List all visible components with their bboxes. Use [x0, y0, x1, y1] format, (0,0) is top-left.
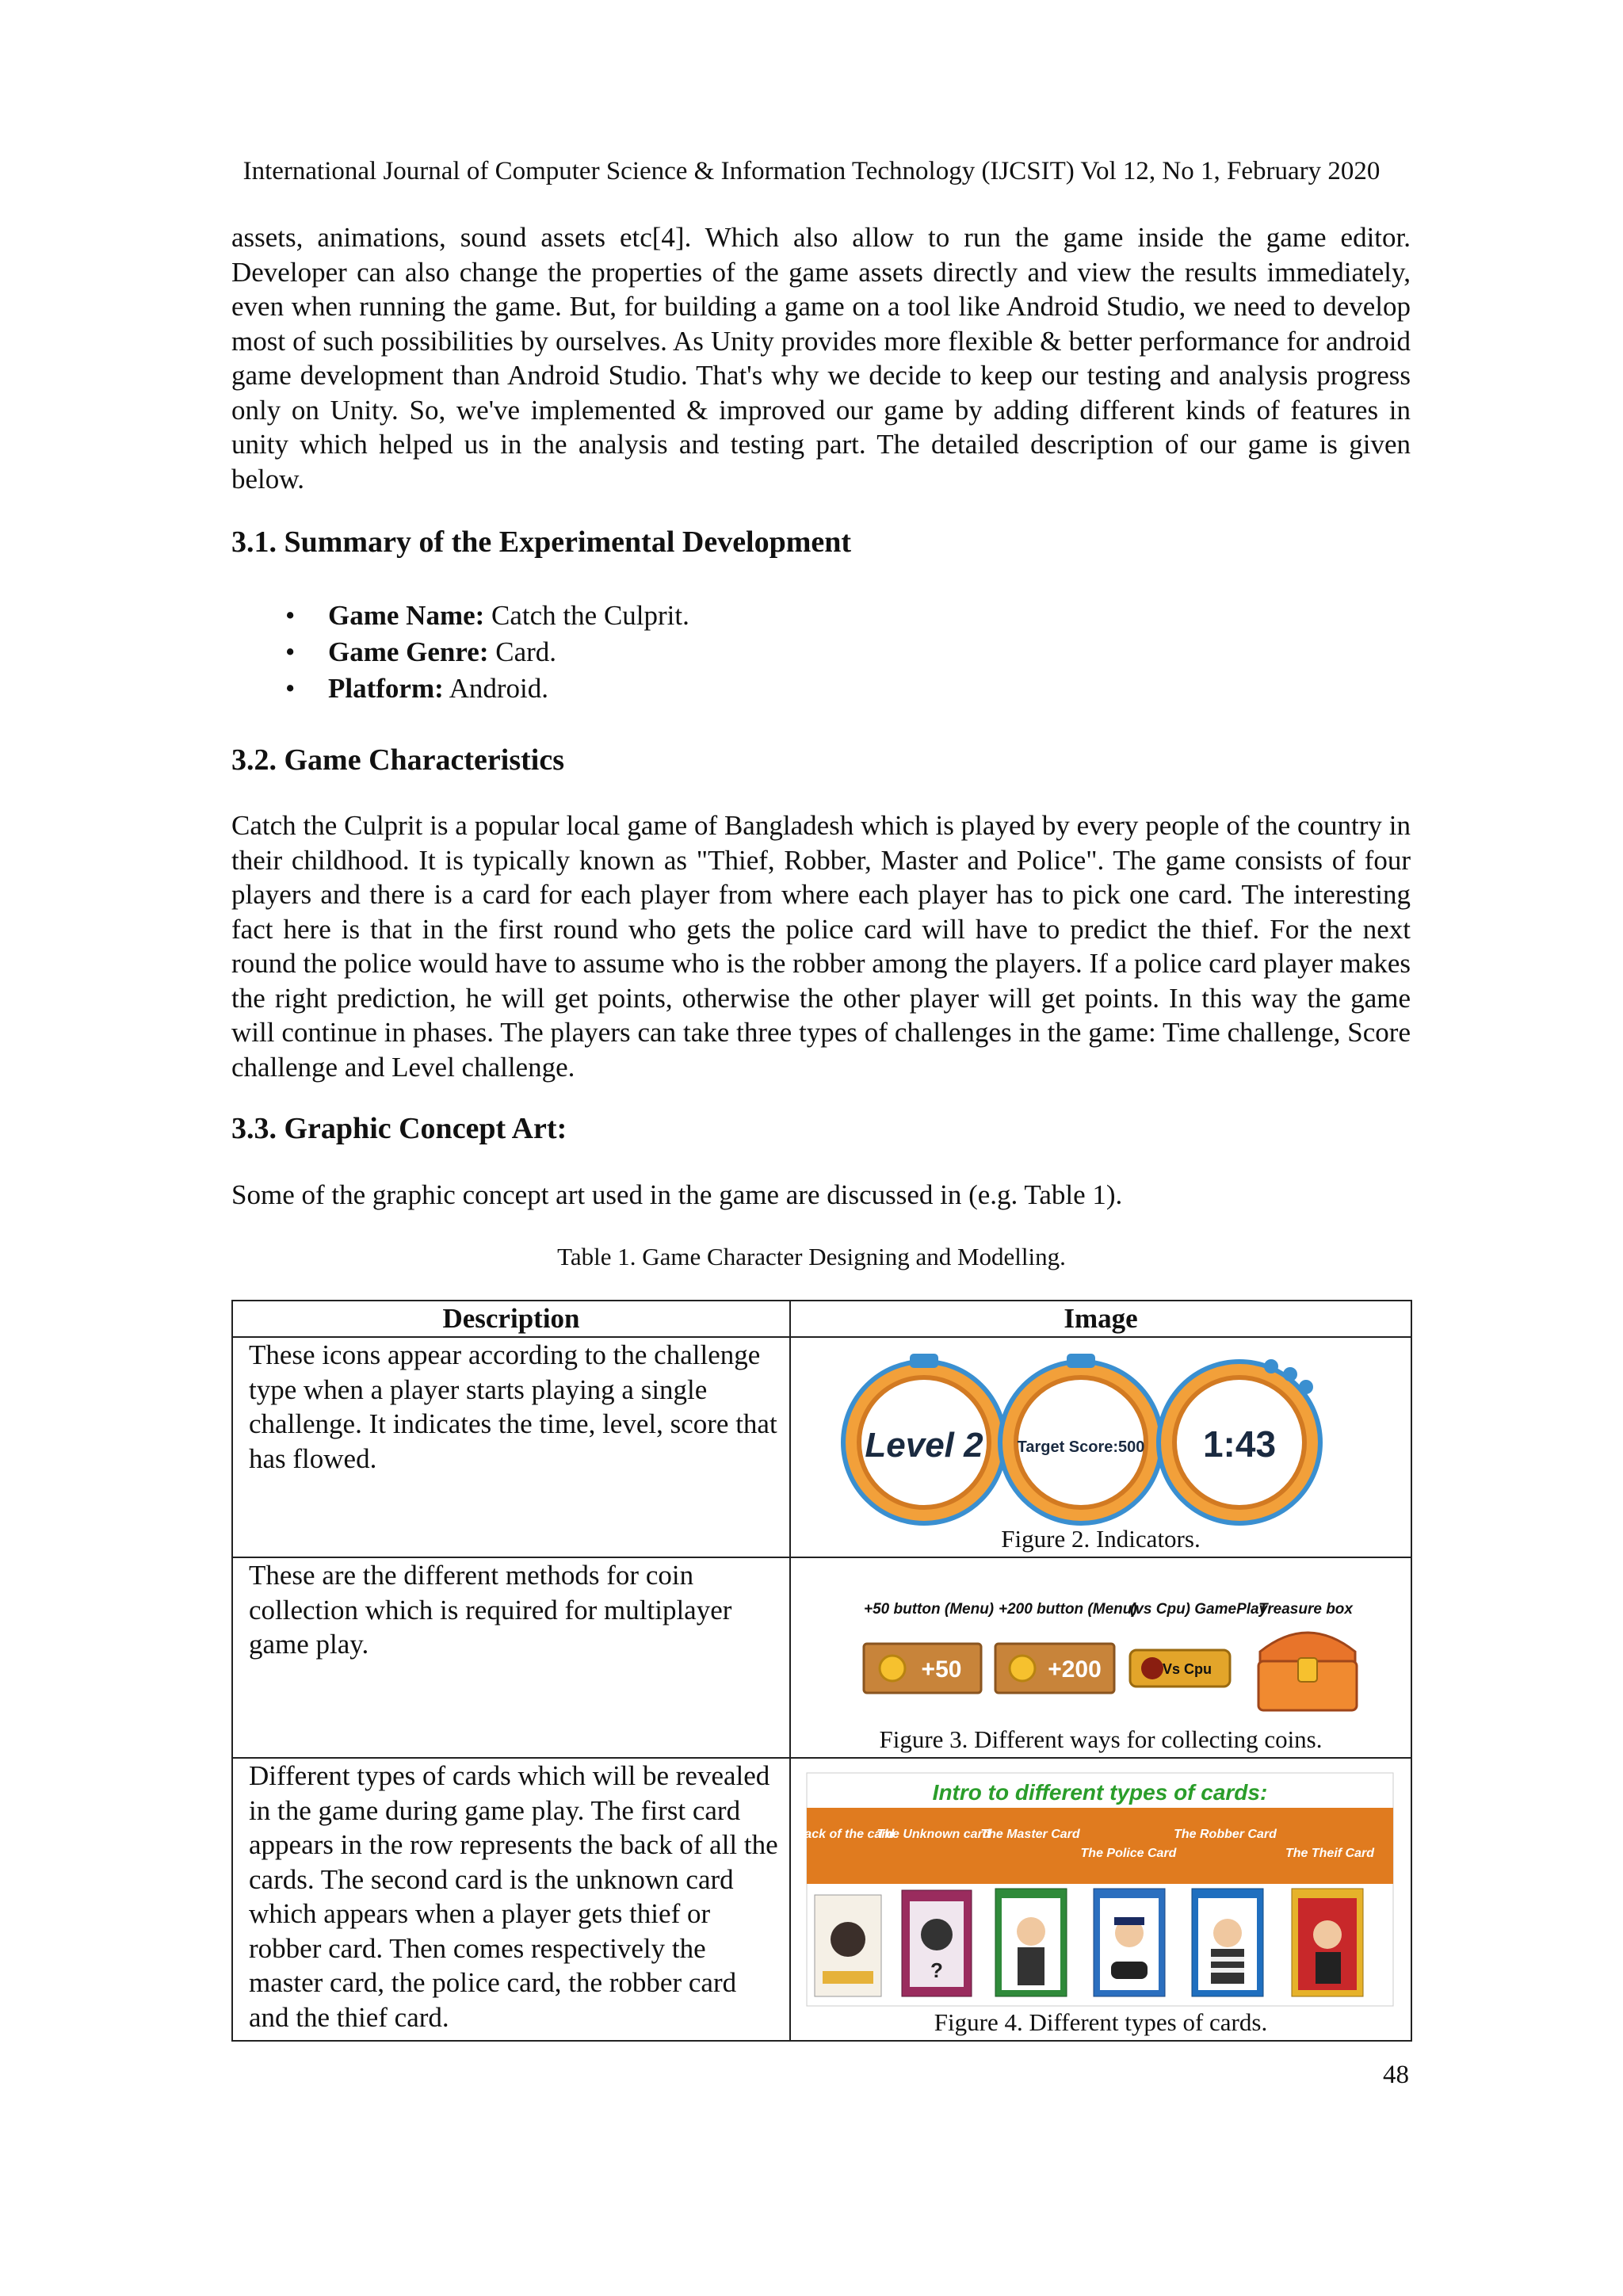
svg-text:Level 2: Level 2	[865, 1426, 983, 1465]
table-header-row	[232, 1301, 1411, 1337]
back-of-card-image	[815, 1895, 881, 1996]
svg-text:(vs Cpu) GamePlay: (vs Cpu) GamePlay	[1130, 1601, 1268, 1618]
svg-text:+50 button (Menu): +50 button (Menu)	[864, 1601, 995, 1618]
figure-3-caption: Figure 3. Different ways for collecting coins.	[879, 1725, 1323, 1753]
svg-text:+50: +50	[921, 1656, 962, 1683]
table-row	[232, 1758, 1411, 2041]
svg-text:Target Score:500: Target Score:500	[1017, 1438, 1145, 1456]
intro-paragraph: assets, animations, sound assets etc[4]. Which also allow to run the game inside the game editor. Developer can also change the properties of the game assets directly and view the results immediately, even when running the game. But, for building a game on a tool like Android Studio, we need to develop most of such possibilities by ourselves. As Unity provides more flexible & better performance for android game development than Android Studio. That's why we decide to keep our testing and analysis progress only on Unity. So, we've implemented & improved our game by adding different kinds of features in unity which helped us in the analysis and testing part. The detailed description of our game is given below.	[231, 222, 1411, 495]
figure-2-caption: Figure 2. Indicators.	[1001, 1525, 1201, 1553]
section-3-1-heading: 3.1. Summary of the Experimental Development	[231, 525, 852, 559]
police-card-image	[1094, 1889, 1165, 1996]
col-image-header: Image	[790, 1301, 1411, 1337]
row-description: These are the different methods for coin collection which is required for multiplayer game play.	[232, 1557, 790, 1758]
table-caption: Table 1. Game Character Designing and Modelling.	[557, 1243, 1066, 1270]
cards-banner-title: Intro to different types of cards:	[932, 1780, 1268, 1805]
treasure-box-icon	[1258, 1633, 1357, 1710]
svg-text:Treasure box: Treasure box	[1258, 1601, 1353, 1618]
section-3-2-heading: 3.2. Game Characteristics	[231, 743, 564, 777]
svg-text:Vs Cpu: Vs Cpu	[1162, 1661, 1212, 1677]
section-3-3-heading: 3.3. Graphic Concept Art:	[231, 1112, 567, 1145]
timer-indicator-icon	[1159, 1359, 1320, 1523]
table-row	[232, 1337, 1411, 1557]
indicators-figure	[790, 1337, 1411, 1557]
svg-text:1:43: 1:43	[1202, 1423, 1277, 1465]
robber-card-image	[1192, 1889, 1263, 1996]
thief-card-image	[1292, 1889, 1363, 1996]
svg-text:The Theif Card: The Theif Card	[1285, 1847, 1375, 1860]
svg-text:Back of the card: Back of the card	[795, 1828, 895, 1841]
card-types-figure	[790, 1758, 1411, 2041]
game-characteristics-paragraph: Catch the Culprit is a popular local game of Bangladesh which is played by every people of the country in their childhood. It is typically known as "Thief, Robber, Master and Police". The game consists of four players and there is a card for each player from where each player has to pick one card. The interesting fact here is that in the first round who gets the police card will have to predict the thief. For the next round the police would have to assume who is the robber among the players. If a police card player makes the right prediction, he will get points, otherwise the other player will get points. In this way the game will continue in phases. The players can take three types of challenges in the game: Time challenge, Score challenge and Level challenge.	[231, 810, 1411, 1083]
summary-item: • Game Genre: Card.	[285, 634, 689, 670]
svg-text:+200: +200	[1048, 1656, 1102, 1683]
row-description: These icons appear according to the challenge type when a player starts playing a single challenge. It indicates the time, level, score that has flowed.	[232, 1337, 790, 1557]
coin-methods-figure	[790, 1557, 1411, 1758]
figure-4-caption: Figure 4. Different types of cards.	[934, 2008, 1268, 2036]
journal-header: International Journal of Computer Science & Information Technology (IJCSIT) Vol 12, No 1, February 2020	[242, 157, 1381, 185]
card-types-image	[791, 1759, 1412, 2012]
plus-50-coin-button	[864, 1644, 981, 1693]
svg-text:The Police Card: The Police Card	[1080, 1847, 1177, 1860]
indicators-image	[791, 1338, 1412, 1557]
concept-art-paragraph: Some of the graphic concept art used in the game are discussed in (e.g. Table 1).	[231, 1179, 1123, 1210]
table-row	[232, 1557, 1411, 1758]
page-number: 48	[1383, 2061, 1409, 2089]
col-description-header: Description	[232, 1301, 790, 1337]
plus-200-coin-button	[995, 1644, 1114, 1693]
svg-text:+200 button (Menu): +200 button (Menu)	[999, 1601, 1137, 1618]
svg-text:The Robber Card: The Robber Card	[1174, 1828, 1277, 1841]
summary-item: • Game Name: Catch the Culprit.	[285, 598, 689, 634]
svg-text:The Master Card: The Master Card	[980, 1828, 1080, 1841]
unknown-card-image	[902, 1890, 972, 1996]
target-score-indicator-icon	[1000, 1354, 1162, 1523]
vs-cpu-button	[1130, 1650, 1230, 1687]
row-description: Different types of cards which will be revealed in the game during game play. The first card appears in the row represents the back of all the cards. The second card is the unknown card which appears when a player gets thief or robber card. Then comes respectively the master card, the police card, the robber card and the thief card.	[232, 1758, 790, 2041]
level-indicator-icon	[843, 1354, 1005, 1523]
svg-text:?: ?	[930, 1958, 943, 1982]
svg-text:The Unknown card: The Unknown card	[876, 1828, 991, 1841]
master-card-image	[995, 1889, 1067, 1996]
summary-list	[285, 598, 689, 707]
concept-art-table	[231, 1300, 1412, 2042]
summary-item: • Platform: Android.	[285, 670, 689, 707]
